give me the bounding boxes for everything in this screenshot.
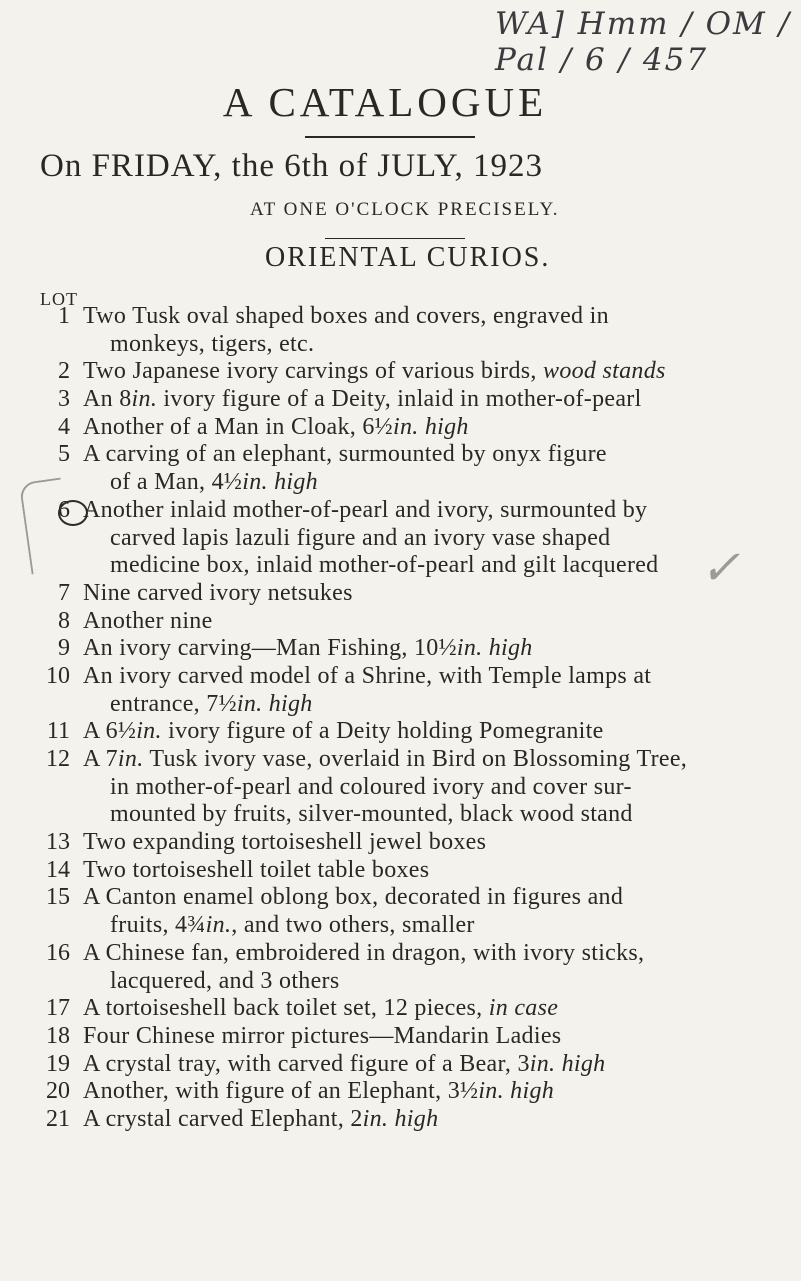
lot-description: fruits, 4¾in., and two others, smaller <box>110 912 475 939</box>
lot-list <box>0 303 801 1134</box>
catalogue-title: A CATALOGUE <box>222 79 548 125</box>
lot-description: A crystal tray, with carved figure of a Bear, 3in. high <box>83 1050 606 1077</box>
lot-number: 19 <box>46 1050 70 1077</box>
lot-column-heading: LOT <box>40 289 78 309</box>
lot-line <box>0 414 801 442</box>
lot-description: of a Man, 4½in. high <box>110 469 318 496</box>
lot-description: Another nine <box>83 607 213 634</box>
lot-line <box>0 1051 801 1079</box>
lot-line <box>0 691 801 719</box>
lot-number: 17 <box>46 995 70 1022</box>
handwritten-reference: WA] Hmm / OM / Pal / 6 / 457 <box>495 6 792 78</box>
lot-line <box>0 912 801 940</box>
lot-number: 4 <box>58 413 70 440</box>
lot-number: 3 <box>58 386 70 413</box>
lot-line <box>0 746 801 774</box>
lot-description: mounted by fruits, silver-mounted, black wood stand <box>110 801 633 828</box>
lot-line <box>0 303 801 331</box>
lot-number: 11 <box>46 718 70 745</box>
lot-number: 16 <box>46 939 70 966</box>
lot-number: 15 <box>46 884 70 911</box>
lot-line <box>0 857 801 885</box>
lot-line <box>0 1023 801 1051</box>
lot-number: 7 <box>58 579 70 606</box>
lot-description: monkeys, tigers, etc. <box>110 330 315 357</box>
lot-description: Another inlaid mother-of-pearl and ivory, surmounted by <box>83 496 648 523</box>
lot-description: carved lapis lazuli figure and an ivory vase shaped <box>110 524 611 551</box>
lot-line <box>0 801 801 829</box>
lot-number: 5 <box>58 441 70 468</box>
lot-line <box>0 663 801 691</box>
lot-line <box>0 469 801 497</box>
lot-line <box>0 829 801 857</box>
lot-description: An 8in. ivory figure of a Deity, inlaid in mother-of-pearl <box>83 386 642 413</box>
lot-line <box>0 1078 801 1106</box>
lot-line <box>0 635 801 663</box>
lot-number: 14 <box>46 856 70 883</box>
lot-number: 13 <box>46 829 70 856</box>
lot-line <box>0 525 801 553</box>
lot-description: A crystal carved Elephant, 2in. high <box>83 1105 439 1132</box>
lot-description: Another of a Man in Cloak, 6½in. high <box>83 413 469 440</box>
lot-number: 12 <box>46 746 70 772</box>
lot-line <box>0 608 801 636</box>
lot-description: Another, with figure of an Elephant, 3½in. high <box>83 1078 555 1105</box>
lot-line <box>0 331 801 359</box>
lot-description: A Canton enamel oblong box, decorated in figures and <box>83 884 624 911</box>
sale-date: On FRIDAY, the 6th of JULY, 1923 <box>40 148 543 184</box>
lot-description: Two expanding tortoiseshell jewel boxes <box>83 829 487 856</box>
lot-line <box>0 884 801 912</box>
lot-number: 8 <box>58 607 70 634</box>
lot-description: A carving of an elephant, surmounted by onyx figure <box>83 441 607 468</box>
lot-line <box>0 497 801 525</box>
lot-description: Two Tusk oval shaped boxes and covers, engraved in <box>83 303 609 329</box>
lot-description: Two tortoiseshell toilet table boxes <box>83 856 430 883</box>
lot-line <box>0 1106 801 1134</box>
lot-number: 9 <box>58 635 70 662</box>
time-rule <box>325 238 465 239</box>
lot-line <box>0 358 801 386</box>
lot-description: A 7in. Tusk ivory vase, overlaid in Bird on Blossoming Tree, <box>83 746 688 772</box>
lot-description: entrance, 7½in. high <box>110 690 313 717</box>
lot-number: 20 <box>46 1078 70 1105</box>
pencil-tick-mark: ✓ <box>700 542 741 595</box>
lot-description: An ivory carved model of a Shrine, with Temple lamps at <box>83 662 652 689</box>
lot-description: A Chinese fan, embroidered in dragon, with ivory sticks, <box>83 939 645 966</box>
section-heading: ORIENTAL CURIOS. <box>265 242 551 273</box>
lot-description: Four Chinese mirror pictures—Mandarin Ladies <box>83 1022 562 1049</box>
lot-line <box>0 968 801 996</box>
lot-number: 18 <box>46 1022 70 1049</box>
lot-line <box>0 441 801 469</box>
sale-time: AT ONE O'CLOCK PRECISELY. <box>250 199 560 220</box>
lot-description: in mother-of-pearl and coloured ivory and cover sur- <box>110 773 632 800</box>
lot-line <box>0 552 801 580</box>
lot-number: 1 <box>58 303 70 329</box>
lot-number: 21 <box>46 1105 70 1132</box>
lot-line <box>0 580 801 608</box>
lot-line <box>0 718 801 746</box>
title-rule <box>305 136 475 138</box>
lot-number: 10 <box>46 662 70 689</box>
lot-description: A 6½in. ivory figure of a Deity holding Pomegranite <box>83 718 604 745</box>
lot-number: 2 <box>58 358 70 385</box>
lot-number: 6 <box>58 496 70 523</box>
lot-line <box>0 774 801 802</box>
lot-description: lacquered, and 3 others <box>110 967 340 994</box>
lot-description: An ivory carving—Man Fishing, 10½in. high <box>83 635 533 662</box>
lot-line <box>0 995 801 1023</box>
lot-description: Two Japanese ivory carvings of various birds, wood stands <box>83 358 666 385</box>
lot-line <box>0 386 801 414</box>
lot-description: A tortoiseshell back toilet set, 12 pieces, in case <box>83 995 559 1022</box>
lot-line <box>0 940 801 968</box>
lot-description: medicine box, inlaid mother-of-pearl and gilt lacquered <box>110 552 659 579</box>
lot-description: Nine carved ivory netsukes <box>83 579 353 606</box>
